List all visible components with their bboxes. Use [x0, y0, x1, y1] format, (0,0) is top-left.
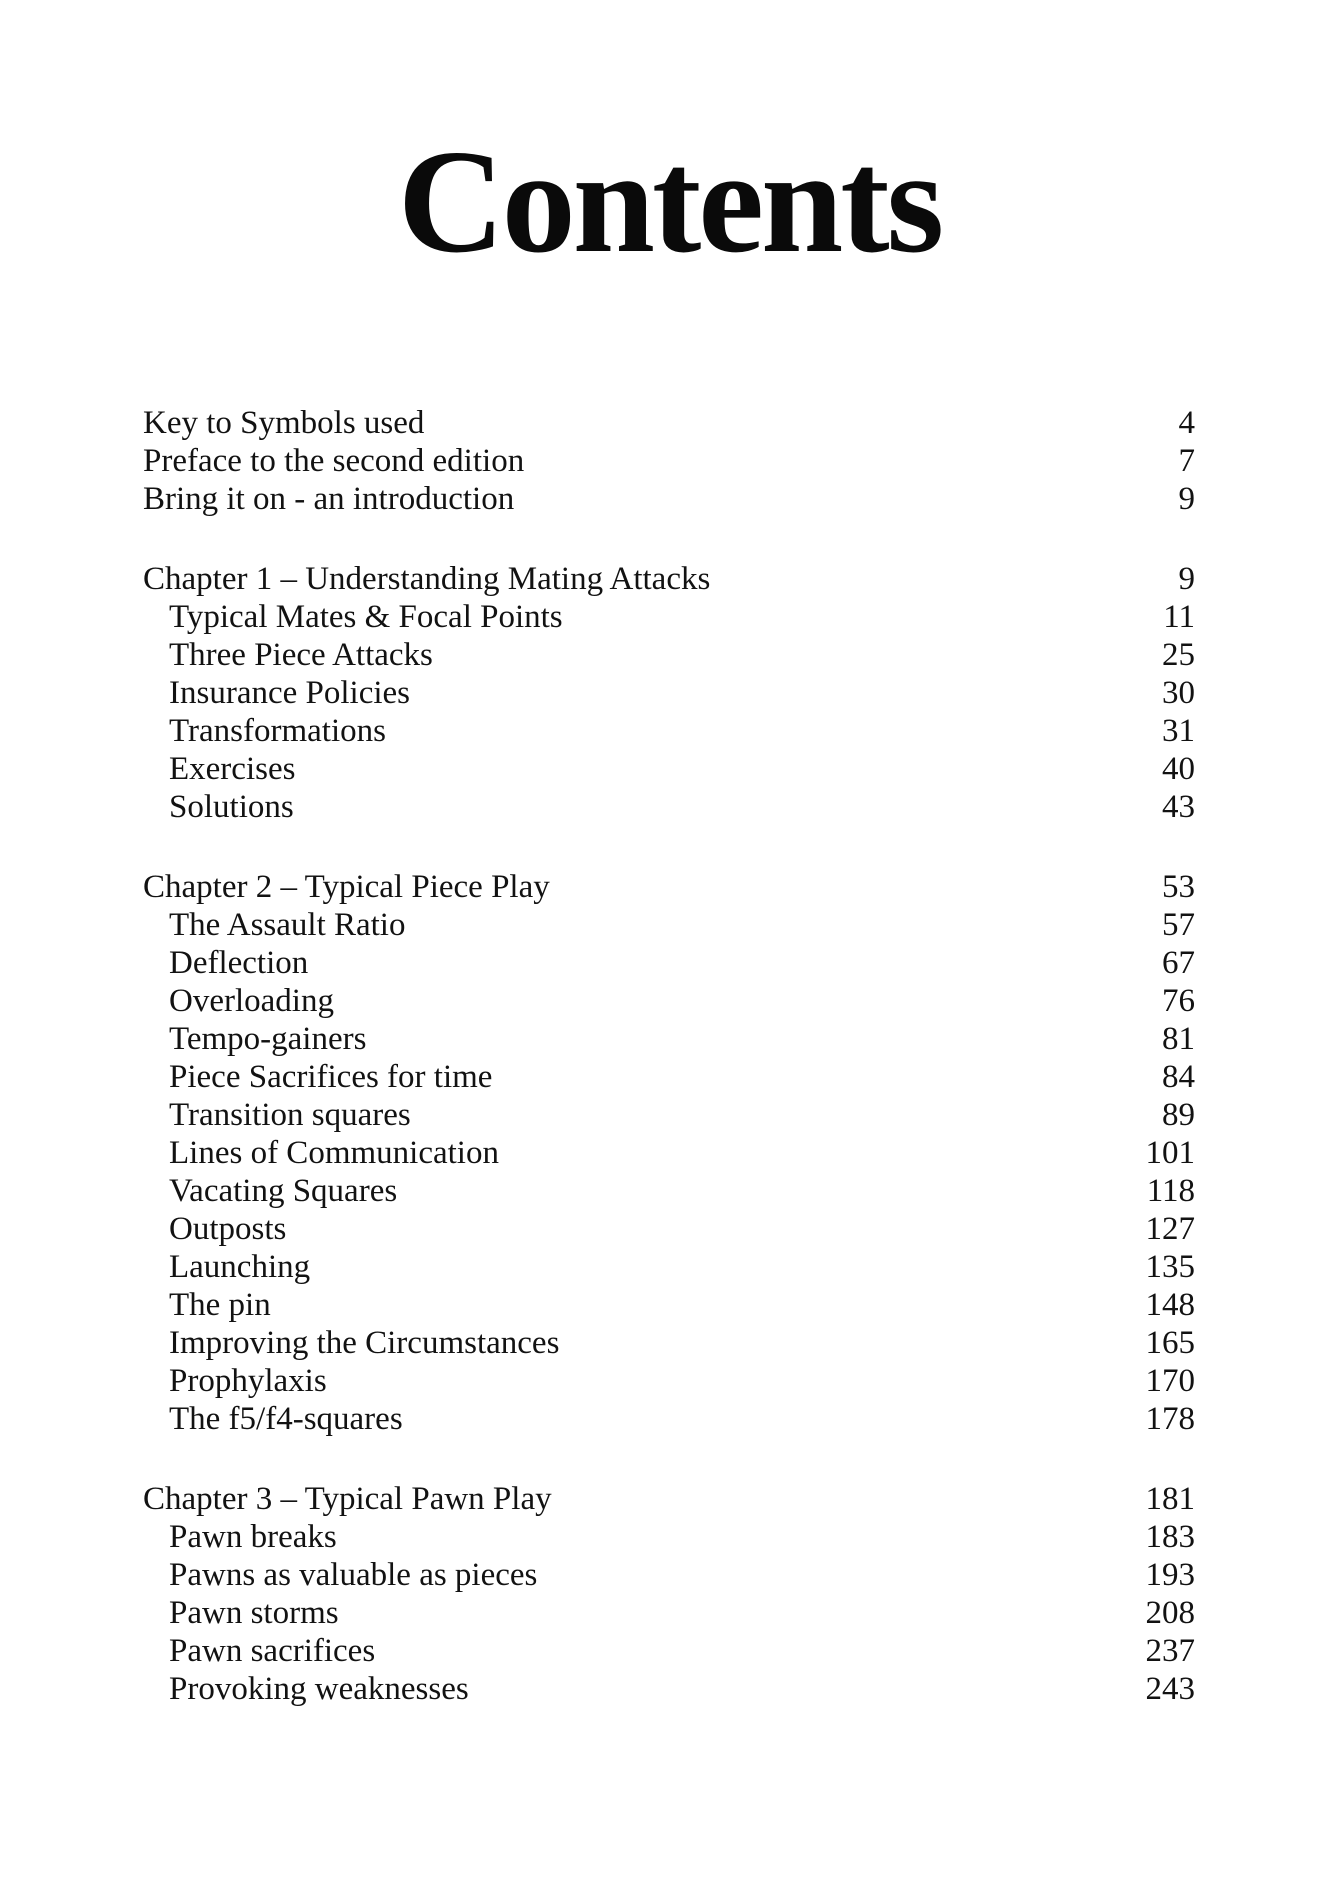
toc-entry-page-number: 84: [1162, 1059, 1195, 1095]
toc-entry-label: Tempo-gainers: [169, 1021, 367, 1057]
toc-subentry: [143, 1632, 1195, 1670]
toc-entry-page-number: 9: [1178, 481, 1195, 517]
toc-subentry: [143, 1362, 1195, 1400]
toc-subentry: [143, 598, 1195, 636]
toc-subentry: [143, 1324, 1195, 1362]
toc-entry-label: Typical Mates & Focal Points: [169, 599, 563, 635]
toc-entry-page-number: 183: [1145, 1519, 1195, 1555]
toc-entry-page-number: 67: [1162, 945, 1195, 981]
toc-entry-page-number: 31: [1162, 713, 1195, 749]
toc-entry-page-number: 165: [1145, 1325, 1195, 1361]
toc-section-front-matter: [143, 404, 1195, 518]
toc-subentry: [143, 712, 1195, 750]
toc-entry-page-number: 43: [1162, 789, 1195, 825]
toc-entry-page-number: 11: [1163, 599, 1195, 635]
toc-entry-page-number: 7: [1178, 443, 1195, 479]
toc-subentry: [143, 1210, 1195, 1248]
toc-entry-label: Key to Symbols used: [143, 405, 425, 441]
toc-entry-label: Overloading: [169, 983, 334, 1019]
toc-entry-page-number: 181: [1145, 1481, 1195, 1517]
toc-entry-label: Piece Sacrifices for time: [169, 1059, 493, 1095]
toc-entry-page-number: 53: [1162, 869, 1195, 905]
toc-entry-label: The pin: [169, 1287, 271, 1323]
toc-subentry: [143, 636, 1195, 674]
toc-entry-label: Three Piece Attacks: [169, 637, 433, 673]
toc-entry-label: Transition squares: [169, 1097, 411, 1133]
toc-entry-label: Outposts: [169, 1211, 287, 1247]
toc-entry-label: Improving the Circumstances: [169, 1325, 560, 1361]
toc-entry-page-number: 178: [1145, 1401, 1195, 1437]
toc-entry: [143, 442, 1195, 480]
toc-list: [143, 404, 1195, 1708]
toc-subentry: [143, 1400, 1195, 1438]
toc-entry-label: Pawn breaks: [169, 1519, 337, 1555]
toc-subentry: [143, 1286, 1195, 1324]
toc-entry-page-number: 135: [1145, 1249, 1195, 1285]
toc-entry-label: Preface to the second edition: [143, 443, 525, 479]
toc-entry: [143, 480, 1195, 518]
toc-entry-page-number: 127: [1145, 1211, 1195, 1247]
toc-entry-label: Prophylaxis: [169, 1363, 327, 1399]
toc-entry-page-number: 40: [1162, 751, 1195, 787]
toc-entry-page-number: 118: [1146, 1173, 1195, 1209]
toc-entry-page-number: 208: [1145, 1595, 1195, 1631]
toc-subentry: [143, 944, 1195, 982]
toc-subentry: [143, 674, 1195, 712]
toc-entry-label: Provoking weaknesses: [169, 1671, 469, 1707]
toc-entry-page-number: 76: [1162, 983, 1195, 1019]
toc-entry-label: Pawn storms: [169, 1595, 339, 1631]
toc-section-chapter-3: [143, 1480, 1195, 1708]
toc-entry: [143, 1480, 1195, 1518]
toc-subentry: [143, 1594, 1195, 1632]
toc-entry-page-number: 237: [1145, 1633, 1195, 1669]
toc-subentry: [143, 1670, 1195, 1708]
toc-subentry: [143, 1518, 1195, 1556]
toc-entry-label: Insurance Policies: [169, 675, 411, 711]
toc-entry: [143, 560, 1195, 598]
toc-entry-page-number: 193: [1145, 1557, 1195, 1593]
toc-entry-page-number: 89: [1162, 1097, 1195, 1133]
toc-subentry: [143, 750, 1195, 788]
toc-entry-page-number: 57: [1162, 907, 1195, 943]
toc-entry-label: The Assault Ratio: [169, 907, 406, 943]
toc-entry: [143, 868, 1195, 906]
toc-entry-label: Vacating Squares: [169, 1173, 398, 1209]
toc-entry-label: Solutions: [169, 789, 294, 825]
toc-entry-page-number: 170: [1145, 1363, 1195, 1399]
toc-subentry: [143, 982, 1195, 1020]
toc-entry-label: Exercises: [169, 751, 296, 787]
toc-subentry: [143, 788, 1195, 826]
toc-entry-label: Pawns as valuable as pieces: [169, 1557, 538, 1593]
toc-entry-page-number: 148: [1145, 1287, 1195, 1323]
toc-subentry: [143, 1134, 1195, 1172]
toc-subentry: [143, 906, 1195, 944]
toc-entry-page-number: 101: [1145, 1135, 1195, 1171]
toc-entry-label: The f5/f4-squares: [169, 1401, 403, 1437]
page-title: Contents: [397, 120, 942, 284]
toc-entry-label: Pawn sacrifices: [169, 1633, 376, 1669]
toc-subentry: [143, 1172, 1195, 1210]
toc-section-chapter-2: [143, 868, 1195, 1438]
toc-entry-page-number: 30: [1162, 675, 1195, 711]
toc-entry-label: Chapter 1 – Understanding Mating Attacks: [143, 561, 711, 597]
toc-entry-label: Launching: [169, 1249, 311, 1285]
toc-subentry: [143, 1058, 1195, 1096]
toc-subentry: [143, 1556, 1195, 1594]
toc-entry-label: Bring it on - an introduction: [143, 481, 515, 517]
toc-entry: [143, 404, 1195, 442]
toc-entry-page-number: 9: [1178, 561, 1195, 597]
toc-entry-page-number: 4: [1178, 405, 1195, 441]
toc-entry-label: Chapter 2 – Typical Piece Play: [143, 869, 550, 905]
toc-entry-label: Lines of Communication: [169, 1135, 499, 1171]
toc-entry-page-number: 243: [1145, 1671, 1195, 1707]
toc-entry-page-number: 25: [1162, 637, 1195, 673]
toc-section-chapter-1: [143, 560, 1195, 826]
toc-subentry: [143, 1020, 1195, 1058]
toc-subentry: [143, 1248, 1195, 1286]
toc-entry-label: Transformations: [169, 713, 386, 749]
toc-entry-label: Deflection: [169, 945, 309, 981]
toc-entry-page-number: 81: [1162, 1021, 1195, 1057]
toc-subentry: [143, 1096, 1195, 1134]
toc-entry-label: Chapter 3 – Typical Pawn Play: [143, 1481, 552, 1517]
